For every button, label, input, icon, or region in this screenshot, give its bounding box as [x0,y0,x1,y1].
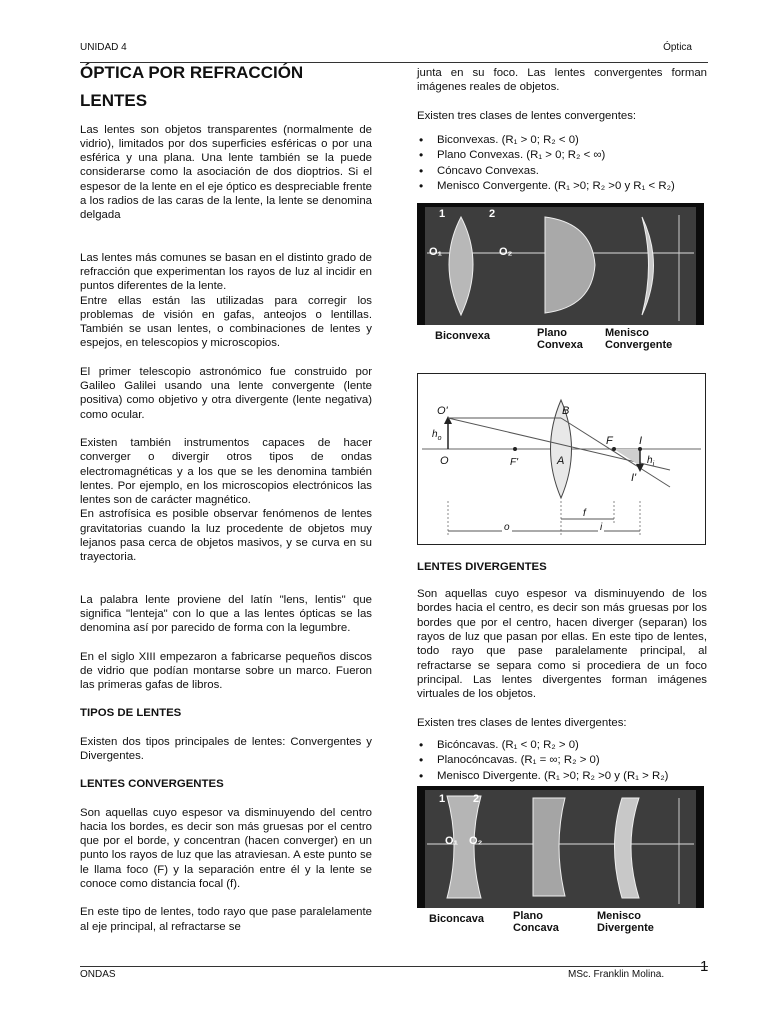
label-f: F [606,434,613,447]
label-o2: O₂ [499,245,513,258]
caption-convergente: Convergente [605,338,673,351]
paragraph: Son aquellas cuyo espesor va disminuyendo de los bordes hacia el centro, es decir son más gruesas por los bordes que por el centro, hacen diverger (separan) los rayos de luz que pasan por ellas. En este tipo de lentes, todo rayo que pase paralelamente principal, al refractarse se separa como si procediera de un foco principal. Las lentes divergentes forman imágenes virtuales de los objetos. [417,588,707,701]
list-item: • Biconvexas. (R₁ > 0; R₂ < 0) [437,133,707,149]
label-b: B [562,404,570,417]
caption-biconcava: Biconcava [429,913,485,926]
label-i-length: i [598,521,604,535]
header-unit: UNIDAD 4 [80,42,127,53]
focus-left [513,447,517,451]
paragraph: Las lentes más comunes se basan en el distinto grado de refracción que experimentan los rayos de luz al incidir en puntos diferentes de la lente. [80,251,372,293]
footer-author: MSc. Franklin Molina. [568,969,665,980]
label-1: 1 [439,793,446,806]
list-item: • Menisco Divergente. (R₁ >0; R₂ >0 y (R₁ > R₂) [437,769,707,785]
paragraph: Existen dos tipos principales de lentes: Convergentes y Divergentes. [80,735,372,762]
paragraph: Existen también instrumentos capaces de hacer converger o divergir otros tipos de ondas electromagnéticas y a los que se les denomina también lentes. Por ejemplo, en los microscopios electrónicos las lentes son de carácter magnético. [80,436,372,507]
paragraph: En astrofísica es posible observar fenómenos de lentes gravitatorias cuando la luz procedente de objetos muy lejanos pasa cerca de objetos masivos, y se curva en su trayectoria. [80,508,372,564]
paragraph: junta en su foco. Las lentes convergentes forman imágenes reales de objetos. [417,67,707,94]
image-arrowhead [636,464,644,472]
paragraph: En el siglo XIII empezaron a fabricarse pequeños discos de vidrio que podían montarse sobre un marco. Fueron las primeras gafas de libros. [80,650,372,692]
convergent-list [417,133,707,195]
caption-menisco: Menisco [605,326,650,339]
label-i: I [639,434,643,447]
heading-divergentes: LENTES DIVERGENTES [417,560,547,573]
caption-plano: Plano [513,910,543,923]
caption-plano: Plano [537,326,567,339]
label-o2: O₂ [469,835,483,848]
label-o-length: o [502,521,512,535]
heading-convergentes: LENTES CONVERGENTES [80,778,224,791]
footer-course: ONDAS [80,969,116,980]
paragraph: En este tipo de lentes, todo rayo que pase paralelamente al eje principal, al refractarse se [80,906,372,933]
list-item: • Menisco Convergente. (R₁ >0; R₂ >0 y R₁ < R₂) [437,179,707,195]
label-h-o-sub: o [437,434,442,442]
footer-rule [80,966,708,967]
heading-tipos: TIPOS DE LENTES [80,707,182,720]
paragraph: Entre ellas están las utilizadas para corregir los problemas de visión en gafas, anteojos o lentillas. También se usan lentes, o combinaciones de lentes y espejos, en telescopios y microscopios. [80,294,372,350]
label-o1: O₁ [429,245,443,258]
label-o1: O₁ [445,835,459,848]
caption-biconvexa: Biconvexa [435,329,491,342]
label-f-prime: F' [510,456,519,468]
label-f-length: f [583,507,586,519]
label-i-prime: I' [631,471,637,484]
list-item: • Planocóncavas. (R₁ = ∞; R₂ > 0) [437,753,707,769]
paragraph: Son aquellas cuyo espesor va disminuyendo del centro hacia los bordes, es decir son más gruesas por el centro que por el borde, y concentran (hacen converger) en un punto los rayos de luz que las atraviesan. A este punto se le llama foco (F) y la separación entre él y la lente se conoce como distancia focal (f). [80,806,372,891]
caption-menisco: Menisco [597,910,642,923]
label-h-o [432,428,441,446]
divergent-lenses-photo [417,786,704,941]
ray-diagram [417,373,706,545]
right-column [417,66,707,941]
divergent-list [417,738,707,785]
caption-convexa: Convexa [537,338,583,351]
label-h-i-letter: h [647,454,653,466]
label-1: 1 [439,207,446,220]
list-item: • Cóncavo Convexas. [437,164,707,180]
page-title: ÓPTICA POR REFRACCIÓN [80,63,304,82]
label-h-o-letter: h [432,428,438,440]
list-item: • Bicóncavas. (R₁ < 0; R₂ > 0) [437,738,707,754]
label-a: A [557,454,565,467]
label-2: 2 [473,793,480,806]
ray-refracted [561,418,670,487]
convergent-lenses-photo [417,203,704,358]
paragraph: Las lentes son objetos transparentes (normalmente de vidrio), limitados por dos superficies esféricas o por una esférica y una plana. Una lente también se la puede considerarse como la asociación de dos dioptrios. Si el espesor de la lente en el eje óptico es despreciable frente a los radios de las caras de la lente, la lente se denomina delgada [80,123,372,222]
label-o: O [440,454,449,467]
section-title-lentes: LENTES [80,91,148,111]
paragraph: El primer telescopio astronómico fue construido por Galileo Galilei usando una lente convergente (lente positiva) como objetivo y otra divergente (lente negativa) como ocular. [80,365,372,421]
label-h-i [647,454,654,472]
paragraph: La palabra lente proviene del latín "lens, lentis" que significa "lenteja" con lo que a las lentes ópticas se las denomina así por parecido de forma con la legumbre. [80,593,372,635]
caption-divergente: Divergente [597,922,654,935]
page-number: 1 [700,958,709,975]
paragraph: Existen tres clases de lentes convergentes: [417,109,637,122]
caption-concava: Concava [513,922,559,935]
label-2: 2 [489,207,496,220]
label-o-prime: O' [437,404,448,417]
left-column [80,63,372,934]
label-h-i-sub: i [652,460,655,468]
header-subject: Óptica [663,42,692,53]
list-item: • Plano Convexas. (R₁ > 0; R₂ < ∞) [437,148,707,164]
paragraph: Existen tres clases de lentes divergentes: [417,716,627,729]
